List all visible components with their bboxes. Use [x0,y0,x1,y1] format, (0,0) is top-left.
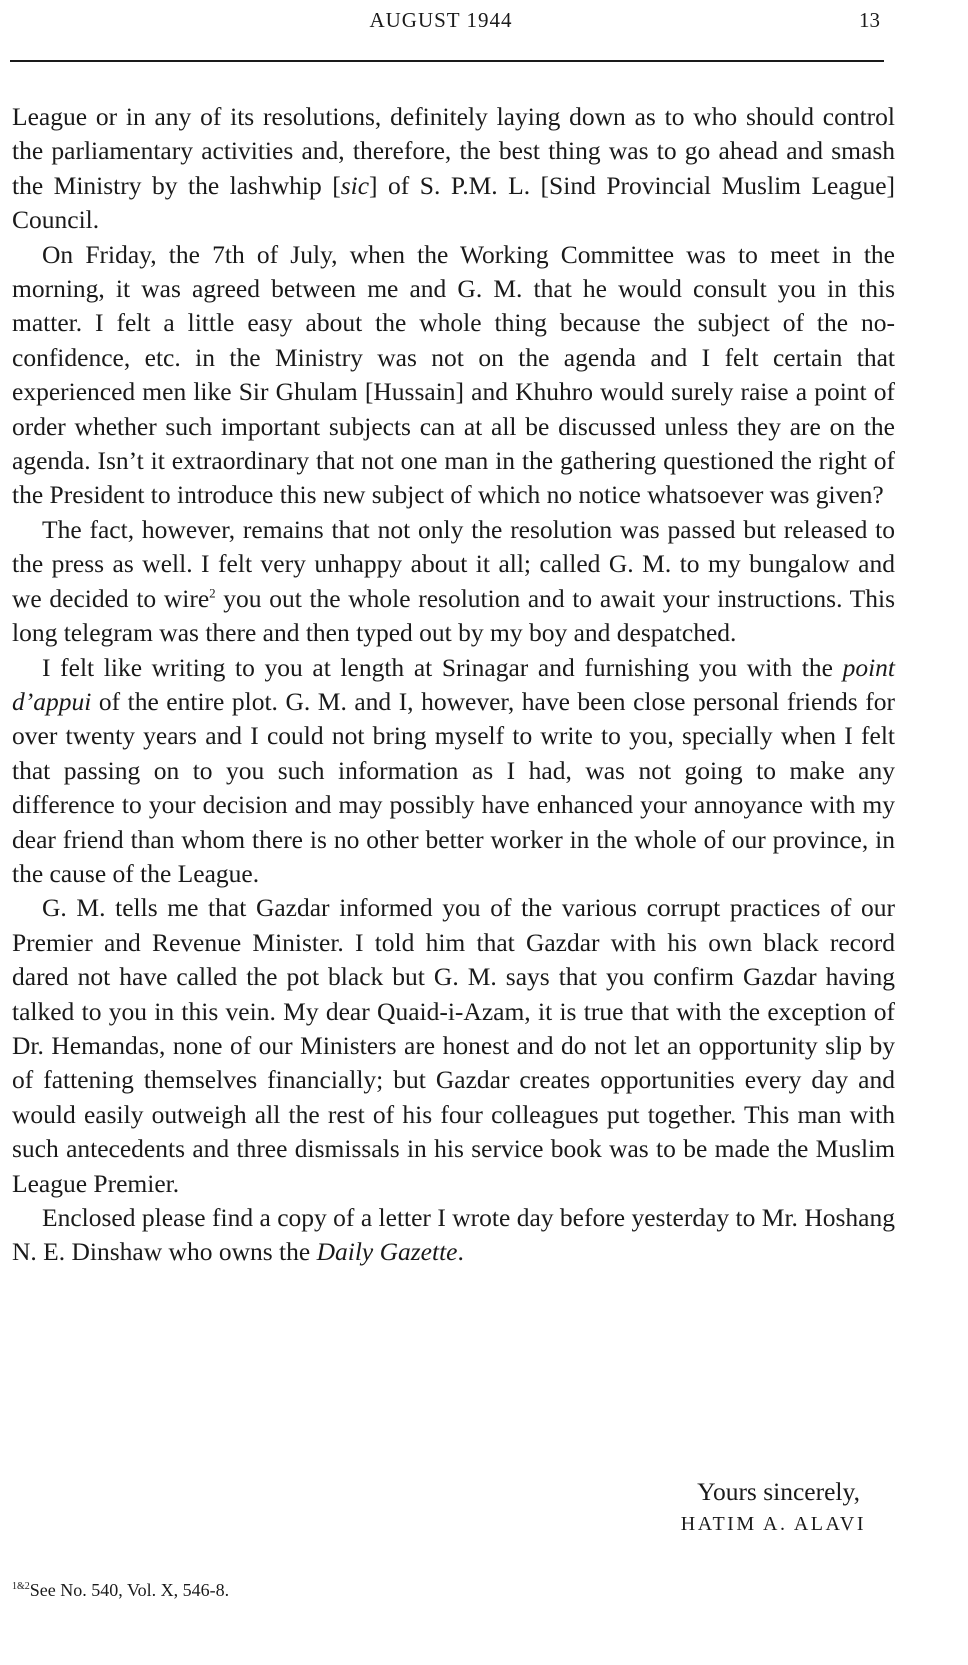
footnote-text: See No. 540, Vol. X, 546-8. [29,1580,230,1600]
paragraph-text: I felt like writing to you at length at Srinagar and furnishing you with the [42,652,843,682]
italic-text: sic [340,170,370,200]
footnote-marker: 1&2 [12,1581,30,1592]
paragraph-text: League or in any of its resolutions, definitely laying down as to who should control the parliamentary activities and, therefore, the best thing was to go ahead and smash the Ministry by the lashwhip [ [12,102,895,200]
letter-closing [0,1475,866,1539]
body-paragraph [12,513,895,651]
running-header-title: AUGUST 1944 [369,8,513,32]
running-header [12,8,880,42]
header-divider [10,60,884,62]
body-paragraph [12,891,895,1201]
signatory-name: HATIM A. ALAVI [680,1513,866,1535]
letter-body [12,100,895,1270]
paragraph-text: of the entire plot. G. M. and I, however, have been close personal friends for over twenty years and I could not bring myself to write to you, specially when I felt that passing on to you such information as I had, was not going to make any difference to your decision and may possibly have enhanced your annoyance with my dear friend than whom there is no other better worker in the whole of our province, in the cause of the League. [12,686,895,888]
body-paragraph [12,100,895,238]
italic-text: point d’appui [12,652,895,716]
body-paragraph [12,238,895,513]
paragraph-text: G. M. tells me that Gazdar informed you of the various corrupt practices of our Premier and Revenue Minister. I told him that Gazdar with his own black record dared not have called the pot black but G. M. says that you confirm Gazdar having talked to you in this vein. My dear Quaid-i-Azam, it is true that with the exception of Dr. Hemandas, none of our Ministers are honest and do not let an opportunity slip by of fattening themselves financially; but Gazdar creates opportunities every day and would easily outweigh all the rest of his four colleagues put together. This man with such antecedents and three dismissals in his service book was to be made the Muslim League Premier. [12,893,895,1198]
footnote [12,1580,229,1601]
italic-text: Daily Gazette [316,1237,458,1267]
paragraph-text: Enclosed please find a copy of a letter I wrote day before yesterday to Mr. Hoshang N. E. Dinshaw who owns the [12,1203,895,1267]
paragraph-text: The fact, however, remains that not only the resolution was passed but released to the press as well. I felt very unhappy about it all; called G. M. to my bungalow and we decided to wire [12,514,895,613]
body-paragraph [12,651,895,892]
paragraph-text: On Friday, the 7th of July, when the Working Committee was to meet in the morning, it was agreed between me and G. M. that he would consult you in this matter. I felt a little easy about the whole thing because the subject of the no-confidence, etc. in the Ministry was not on the agenda and I felt certain that experienced men like Sir Ghulam [Hussain] and Khuhro would surely raise a point of order whether such important subjects can at all be discussed unless they are on the agenda. Isn’t it extraordinary that not one man in the gathering questioned the right of the President to introduce this new subject of which no notice whatsoever was given? [12,239,895,510]
footnote-reference: 2 [209,585,216,601]
paragraph-text: you out the whole resolution and to await your instructions. This long telegram was there and then typed out by my boy and despatched. [12,583,896,648]
paragraph-text: . [457,1237,464,1267]
body-paragraph [12,1201,895,1270]
page-number: 13 [859,8,880,32]
paragraph-text: ] of S. P.M. L. [Sind Provincial Muslim League] Council. [12,170,896,235]
closing-salutation: Yours sincerely, [697,1477,860,1506]
